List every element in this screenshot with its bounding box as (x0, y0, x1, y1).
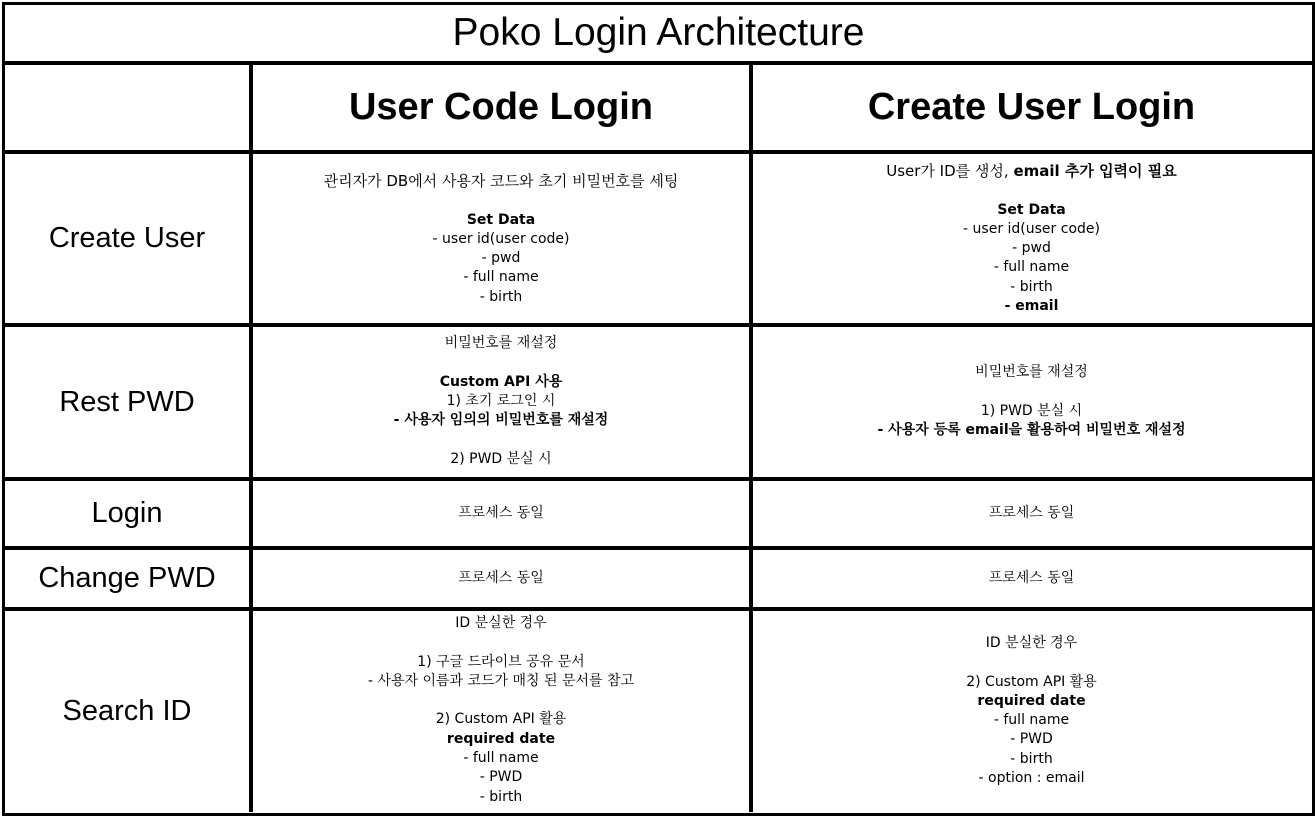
row-header-create-user (5, 154, 249, 323)
cell-line-text: ID 분실한 경우 (455, 615, 547, 631)
cell-line-text: - 사용자 이름과 코드가 매칭 된 문서를 참고 (367, 672, 635, 689)
cell-line (467, 211, 535, 230)
column-header-create-user-login (753, 65, 1310, 150)
cell-line (981, 402, 1082, 421)
cell-line (994, 258, 1069, 277)
cell-line-text: - full name (993, 712, 1070, 729)
cell-line-text: 2) PWD 분실 시 (450, 450, 552, 467)
cell-line (1010, 750, 1052, 769)
cell-line-text: Custom API 사용 (439, 373, 563, 390)
row-header-label: Create User (48, 222, 206, 254)
cell-change-pwd-create-user (753, 550, 1310, 607)
cell-line-text: - 사용자 임의의 비밀번호를 재설정 (393, 412, 609, 429)
cell-line (455, 614, 546, 633)
cell-line (1012, 239, 1051, 258)
cell-line-text: - PWD (1010, 731, 1053, 748)
cell-line (368, 672, 634, 691)
cell-line-text: - PWD (479, 769, 523, 786)
cell-line-text: - full name (463, 750, 539, 767)
diagram-title (5, 5, 1312, 61)
row-header-change-pwd (5, 550, 249, 607)
cell-line-text: User가 ID를 생성, (886, 162, 1014, 180)
cell-line-text: - 사용자 등록 email을 활용하여 비밀번호 재설정 (877, 422, 1186, 439)
cell-line (394, 411, 609, 430)
cell-line-text: - option : email (978, 770, 1085, 787)
cell-line (1010, 278, 1052, 297)
cell-line (997, 201, 1065, 220)
cell-rest-pwd-create-user (753, 327, 1310, 477)
cell-line (450, 450, 551, 469)
cell-login-user-code (253, 481, 749, 546)
cell-line (482, 249, 521, 268)
cell-line-text: - user id(user code) (432, 230, 570, 247)
cell-line (977, 692, 1085, 711)
cell-rest-pwd-user-code (253, 327, 749, 477)
cell-line-text: 1) PWD 분실 시 (980, 403, 1083, 419)
cell-line-text: 비밀번호를 재설정 (975, 364, 1088, 381)
cell-line-text: - birth (479, 288, 523, 305)
cell-line (963, 220, 1100, 239)
cell-line-emphasis: email 추가 입력이 필요 (1013, 162, 1177, 180)
cell-line (886, 162, 1177, 181)
cell-line (979, 769, 1085, 788)
cell-line-text: - email (1004, 298, 1059, 315)
cell-line (989, 504, 1075, 523)
cell-line (436, 710, 567, 729)
row-header-label: Change PWD (38, 562, 216, 594)
cell-line-text: Set Data (466, 211, 536, 228)
cell-line (1005, 297, 1059, 316)
row-header-label: Rest PWD (59, 385, 195, 418)
cell-line (433, 230, 570, 249)
cell-line-text: - birth (1010, 750, 1053, 767)
cell-line (480, 768, 523, 787)
cell-line-text: 관리자가 DB에서 사용자 코드와 초기 비밀번호를 세팅 (323, 172, 679, 190)
column-header-user-code-login (253, 65, 749, 150)
cell-line-text: 1) 구글 드라이브 공유 문서 (417, 653, 585, 670)
cell-line-text: - full name (463, 269, 539, 286)
row-header-login (5, 481, 249, 546)
cell-search-id-user-code (253, 611, 749, 811)
cell-line-text: - pwd (1012, 240, 1051, 257)
cell-line (463, 268, 538, 287)
cell-login-create-user (753, 481, 1310, 546)
cell-line (458, 569, 544, 588)
cell-line (417, 653, 584, 672)
cell-line-text: required date (977, 692, 1086, 709)
cell-line-text: - user id(user code) (963, 220, 1100, 237)
diagram-title-text: Poko Login Architecture (452, 11, 865, 54)
cell-line (877, 421, 1185, 440)
cell-line (458, 504, 544, 523)
cell-line (447, 392, 556, 411)
cell-search-id-create-user (753, 611, 1310, 811)
cell-line-text: 2) Custom API 활용 (966, 673, 1097, 690)
cell-line (966, 673, 1097, 692)
cell-line (447, 730, 555, 749)
cell-line-text: Set Data (997, 201, 1066, 218)
cell-line-text: 2) Custom API 활용 (435, 711, 567, 728)
cell-line (1010, 730, 1053, 749)
cell-line-text: - pwd (481, 250, 521, 267)
cell-line-text: 프로세스 동일 (988, 504, 1075, 521)
cell-create-user-user-code (253, 154, 749, 323)
row-header-rest-pwd (5, 327, 249, 477)
cell-line-text: 1) 초기 로그인 시 (446, 392, 556, 409)
cell-create-user-create-user (753, 154, 1310, 323)
cell-line-text: 프로세스 동일 (458, 569, 544, 586)
cell-change-pwd-user-code (253, 550, 749, 607)
cell-line (994, 711, 1069, 730)
cell-line (463, 749, 538, 768)
cell-line-text: required date (446, 730, 556, 747)
cell-line-text: ID 분실한 경우 (985, 635, 1078, 651)
cell-line (989, 569, 1075, 588)
cell-line-text: 프로세스 동일 (988, 569, 1075, 586)
cell-line (440, 373, 563, 392)
cell-line-text: - full name (993, 259, 1070, 276)
cell-line-text: 프로세스 동일 (458, 504, 544, 521)
cell-line-text: 비밀번호를 재설정 (444, 335, 558, 351)
cell-line (324, 172, 679, 191)
cell-line (445, 334, 558, 353)
row-header-label: Search ID (62, 694, 192, 727)
column-header-label: User Code Login (348, 86, 654, 128)
column-header-label: Create User Login (867, 86, 1196, 128)
cell-line-text: - birth (1010, 278, 1053, 295)
row-header-search-id (5, 611, 249, 811)
cell-line (480, 288, 522, 307)
cell-line (480, 788, 522, 807)
cell-line (986, 634, 1077, 653)
cell-line-text: - birth (479, 788, 523, 805)
cell-line (975, 363, 1088, 382)
row-header-label: Login (91, 497, 163, 529)
